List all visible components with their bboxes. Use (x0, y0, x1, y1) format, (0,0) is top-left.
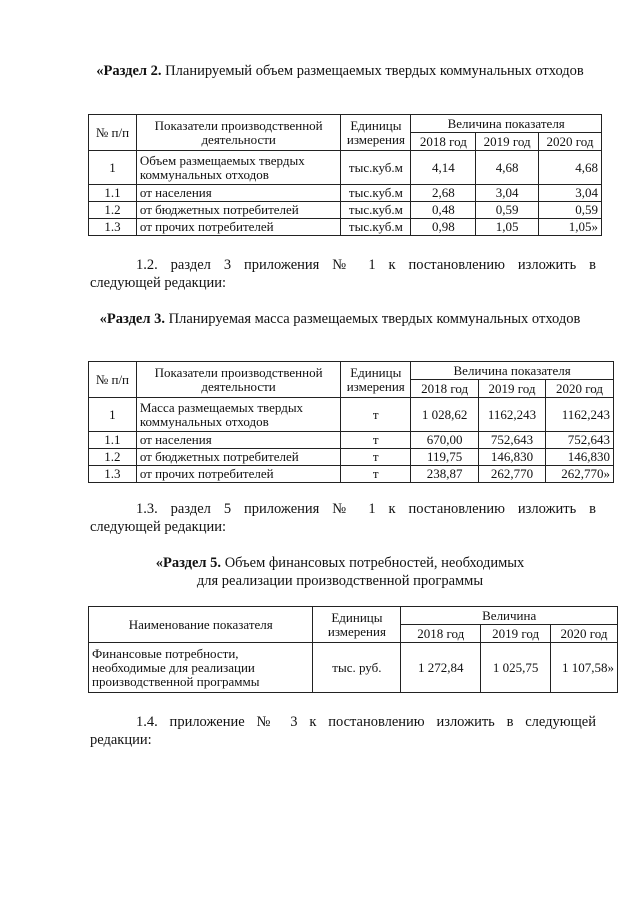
row-name: от населения (136, 185, 341, 202)
paragraph-1-3 (90, 500, 596, 536)
paragraph-1-4 (90, 713, 596, 749)
header-value: Величина (401, 607, 618, 625)
row-name: от бюджетных потребителей (136, 202, 341, 219)
row-2020: 4,68 (539, 151, 602, 185)
row-num: 1.2 (89, 449, 137, 466)
row-2020: 146,830 (546, 449, 614, 466)
row-2019: 1 025,75 (481, 643, 551, 693)
row-2020: 1162,243 (546, 398, 614, 432)
section5-heading-text: Объем финансовых потребностей, необходимых (221, 555, 525, 571)
table-row (89, 449, 614, 466)
header-2020: 2020 год (551, 625, 618, 643)
section2-heading-text: Планируемый объем размещаемых твердых коммунальных отходов (161, 63, 584, 79)
row-name: от бюджетных потребителей (136, 449, 340, 466)
header-units: Единицы измерения (313, 607, 401, 643)
section5-heading-bold: «Раздел 5. (155, 555, 222, 571)
section3-heading-bold: «Раздел 3. (99, 311, 165, 327)
row-2020: 752,643 (546, 432, 614, 449)
header-indicator: Наименование показателя (89, 607, 313, 643)
row-unit: тыс.куб.м (341, 219, 411, 236)
row-name: Объем размещаемых твердых коммунальных отходов (136, 151, 341, 185)
row-2018: 1 272,84 (401, 643, 481, 693)
header-indicator: Показатели производственной деятельности (136, 115, 341, 151)
row-2020: 1,05» (539, 219, 602, 236)
table-row (89, 219, 602, 236)
header-num: № п/п (89, 362, 137, 398)
row-2019: 262,770 (479, 466, 546, 483)
header-2019: 2019 год (481, 625, 551, 643)
table-row (89, 185, 602, 202)
row-name: от населения (136, 432, 340, 449)
section3-table (88, 361, 614, 483)
row-2018: 119,75 (411, 449, 479, 466)
row-2018: 238,87 (411, 466, 479, 483)
row-2019: 752,643 (479, 432, 546, 449)
header-2019: 2019 год (479, 380, 546, 398)
header-indicator: Показатели производственной деятельности (136, 362, 340, 398)
header-units: Единицы измерения (341, 115, 411, 151)
row-unit: т (341, 398, 411, 432)
paragraph-line: 1.4. приложение № 3 к постановлению изложить в следующей (136, 714, 596, 730)
row-num: 1 (89, 398, 137, 432)
paragraph-1-2 (90, 256, 596, 292)
table-row (89, 151, 602, 185)
row-name: Масса размещаемых твердых коммунальных отходов (136, 398, 340, 432)
paragraph-line: 1.2. раздел 3 приложения № 1 к постановлению изложить в (136, 257, 596, 273)
section5-heading (60, 554, 620, 590)
paragraph-line: следующей редакции: (90, 275, 227, 291)
row-num: 1.3 (89, 466, 137, 483)
table-row (89, 466, 614, 483)
row-2018: 670,00 (411, 432, 479, 449)
header-2019: 2019 год (476, 133, 539, 151)
row-2020: 262,770» (546, 466, 614, 483)
row-num: 1 (89, 151, 137, 185)
header-value: Величина показателя (411, 362, 614, 380)
header-2018: 2018 год (411, 133, 476, 151)
row-2018: 0,48 (411, 202, 476, 219)
paragraph-line: следующей редакции: (90, 519, 227, 535)
section5-table (88, 606, 618, 693)
table-row (89, 202, 602, 219)
row-num: 1.3 (89, 219, 137, 236)
row-unit: тыс.куб.м (341, 151, 411, 185)
row-2019: 1,05 (476, 219, 539, 236)
section3-heading-text: Планируемая масса размещаемых твердых коммунальных отходов (164, 311, 581, 327)
row-unit: т (341, 449, 411, 466)
row-unit: тыс.куб.м (341, 185, 411, 202)
row-name: от прочих потребителей (136, 219, 341, 236)
row-2018: 2,68 (411, 185, 476, 202)
header-value: Величина показателя (411, 115, 602, 133)
section2-heading-bold: «Раздел 2. (96, 63, 162, 79)
row-unit: тыс. руб. (313, 643, 401, 693)
row-2019: 4,68 (476, 151, 539, 185)
section2-table (88, 114, 602, 236)
table-row (89, 643, 618, 693)
row-name: от прочих потребителей (136, 466, 340, 483)
section5-heading-line2: для реализации производственной программы (196, 573, 484, 589)
row-2020: 3,04 (539, 185, 602, 202)
section3-heading (60, 310, 620, 328)
row-2019: 146,830 (479, 449, 546, 466)
header-units: Единицы измерения (341, 362, 411, 398)
header-2018: 2018 год (411, 380, 479, 398)
header-num: № п/п (89, 115, 137, 151)
row-2020: 1 107,58» (551, 643, 618, 693)
row-num: 1.1 (89, 432, 137, 449)
table-row (89, 398, 614, 432)
row-2018: 0,98 (411, 219, 476, 236)
row-unit: т (341, 466, 411, 483)
section2-heading (60, 62, 620, 80)
row-num: 1.1 (89, 185, 137, 202)
row-unit: т (341, 432, 411, 449)
row-name: Финансовые потребности, необходимые для реализации производственной программы (89, 643, 313, 693)
header-2020: 2020 год (539, 133, 602, 151)
header-2018: 2018 год (401, 625, 481, 643)
row-2019: 0,59 (476, 202, 539, 219)
row-2019: 3,04 (476, 185, 539, 202)
row-2018: 4,14 (411, 151, 476, 185)
row-2019: 1162,243 (479, 398, 546, 432)
paragraph-line: редакции: (90, 732, 152, 748)
table-row (89, 432, 614, 449)
header-2020: 2020 год (546, 380, 614, 398)
row-2018: 1 028,62 (411, 398, 479, 432)
paragraph-line: 1.3. раздел 5 приложения № 1 к постановлению изложить в (136, 501, 596, 517)
row-unit: тыс.куб.м (341, 202, 411, 219)
row-num: 1.2 (89, 202, 137, 219)
row-2020: 0,59 (539, 202, 602, 219)
